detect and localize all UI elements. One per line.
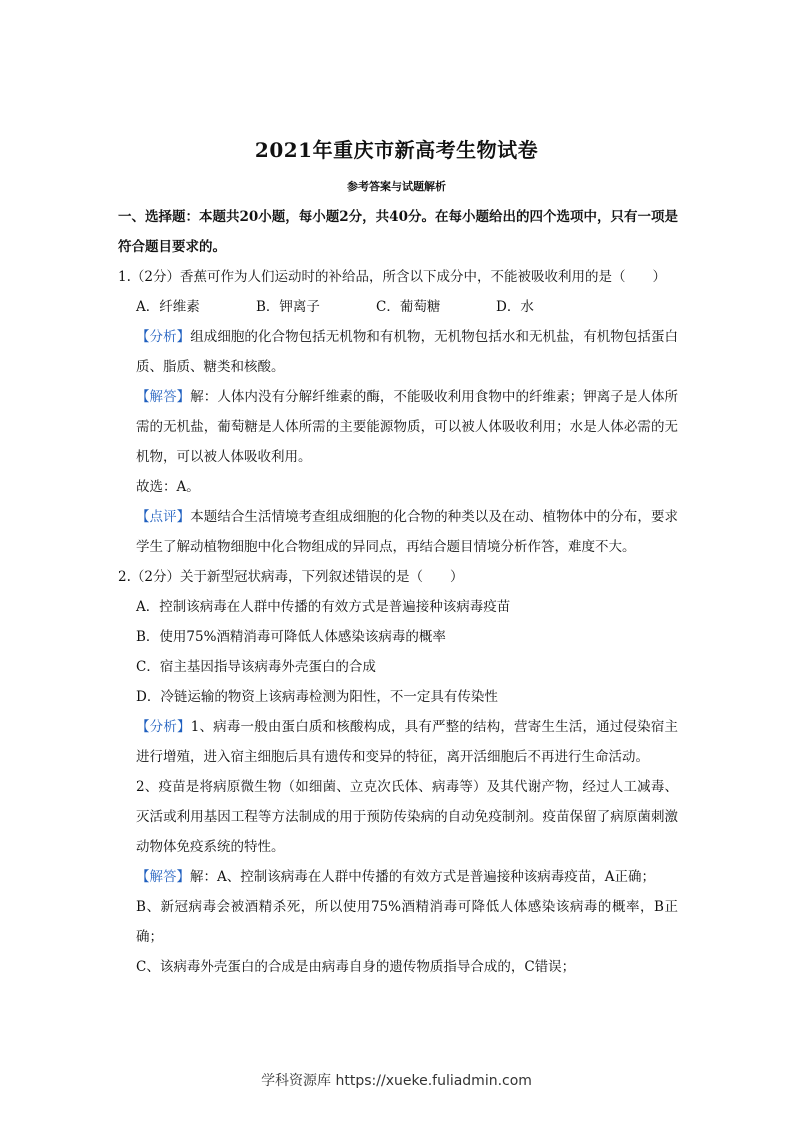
analysis-text: 1、病毒一般由蛋白质和核酸构成，具有严整的结构，营寄生生活，通过侵染宿主进行增殖，进入宿主细胞后具有遗传和变异的特征，离开活细胞后不再进行生命活动。 bbox=[136, 719, 679, 765]
document-body bbox=[118, 202, 678, 982]
question-1-comment bbox=[118, 502, 678, 562]
question-1-options bbox=[118, 292, 678, 322]
page-footer: 学科资源库 https://xueke.fuliadmin.com bbox=[261, 1073, 532, 1089]
page-title: 2021年重庆市新高考生物试卷 bbox=[254, 138, 539, 162]
question-1-choice: 故选：A。 bbox=[136, 479, 200, 495]
question-2-analysis-1 bbox=[118, 712, 678, 772]
question-2-analysis-2: 2、疫苗是将病原微生物（如细菌、立克次氏体、病毒等）及其代谢产物，经过人工减毒、灭活或利用基因工程等方法制成的用于预防传染病的自动免疫制剂。疫苗保留了病原菌刺激动物体免疫系统的特性。 bbox=[136, 779, 678, 855]
question-2-option-d: D．冷链运输的物资上该病毒检测为阳性，不一定具有传染性 bbox=[136, 689, 498, 705]
question-2-option-c: C．宿主基因指导该病毒外壳蛋白的合成 bbox=[136, 659, 376, 675]
question-1-option-d: D．水 bbox=[496, 299, 534, 315]
question-1-stem: 1.（2分）香蕉可作为人们运动时的补给品，所含以下成分中，不能被吸收利用的是（ ） bbox=[118, 269, 666, 285]
answer-tag: 【解答】 bbox=[136, 869, 190, 885]
analysis-tag: 【分析】 bbox=[136, 719, 191, 735]
comment-tag: 【点评】 bbox=[136, 509, 191, 525]
question-1-option-a: A．纤维素 bbox=[136, 299, 200, 315]
answer-text: 解：A、控制该病毒在人群中传播的有效方式是普遍接种该病毒疫苗，A正确； bbox=[190, 869, 655, 885]
question-2-option-a: A．控制该病毒在人群中传播的有效方式是普遍接种该病毒疫苗 bbox=[136, 599, 511, 615]
section-heading: 一、选择题：本题共20小题，每小题2分，共40分。在每小题给出的四个选项中，只有一项是符合题目要求的。 bbox=[118, 209, 678, 255]
question-2-option-b: B．使用75%酒精消毒可降低人体感染该病毒的概率 bbox=[136, 629, 446, 645]
page-subtitle: 参考答案与试题解析 bbox=[347, 180, 446, 193]
analysis-text: 组成细胞的化合物包括无机物和有机物，无机物包括水和无机盐，有机物包括蛋白质、脂质、糖类和核酸。 bbox=[136, 329, 679, 375]
answer-text: 解：人体内没有分解纤维素的酶，不能吸收利用食物中的纤维素；钾离子是人体所需的无机盐，葡萄糖是人体所需的主要能源物质，可以被人体吸收利用；水是人体必需的无机物，可以被人体吸收利用。 bbox=[136, 389, 679, 465]
comment-text: 本题结合生活情境考查组成细胞的化合物的种类以及在动、植物体中的分布，要求学生了解动植物细胞中化合物组成的异同点，再结合题目情境分析作答，难度不大。 bbox=[136, 509, 679, 555]
question-1-analysis bbox=[118, 322, 678, 382]
question-2-answer-c: C、该病毒外壳蛋白的合成是由病毒自身的遗传物质指导合成的，C错误； bbox=[136, 959, 576, 975]
question-1-option-b: B．钾离子 bbox=[256, 299, 320, 315]
question-2-stem: 2.（2分）关于新型冠状病毒，下列叙述错误的是（ ） bbox=[118, 569, 464, 585]
question-2-answer-a bbox=[118, 862, 678, 892]
question-2-answer-b: B、新冠病毒会被酒精杀死，所以使用75%酒精消毒可降低人体感染该病毒的概率，B正确； bbox=[136, 899, 678, 945]
question-1-answer bbox=[118, 382, 678, 472]
analysis-tag: 【分析】 bbox=[136, 329, 191, 345]
answer-tag: 【解答】 bbox=[136, 389, 191, 405]
question-1-option-c: C．葡萄糖 bbox=[376, 299, 441, 315]
